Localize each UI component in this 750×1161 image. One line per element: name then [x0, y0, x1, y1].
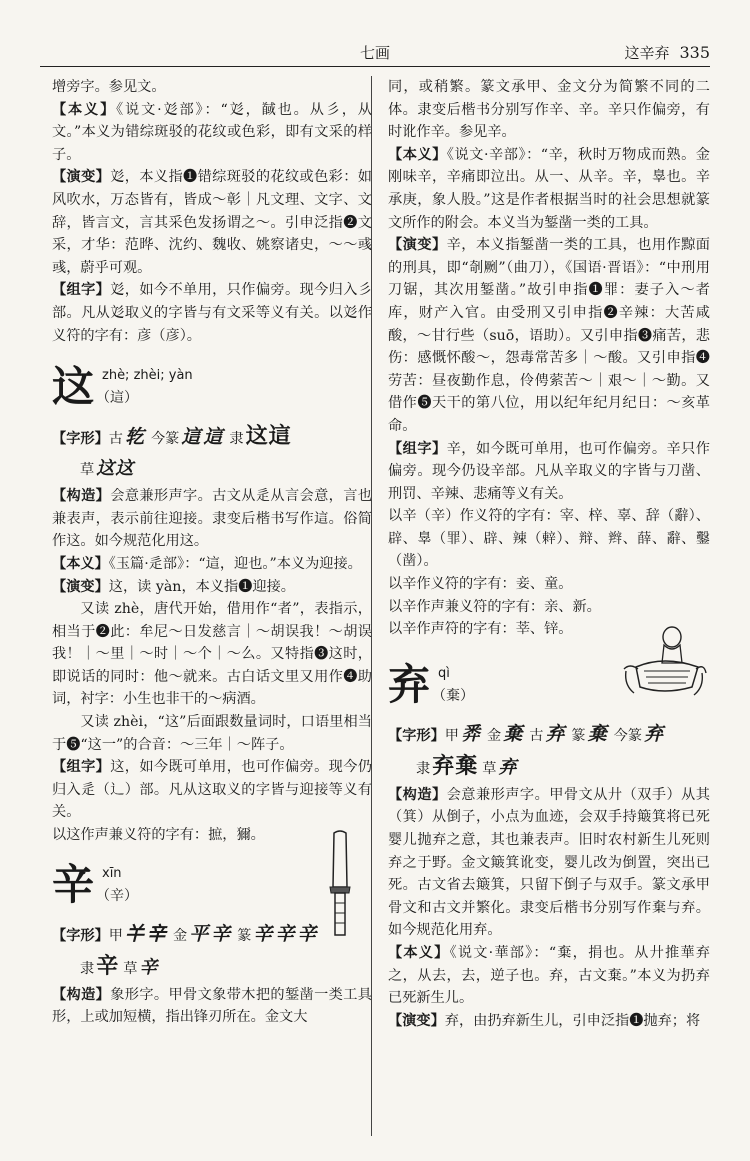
zhe-benyi	[52, 553, 372, 576]
section-text: 彣，如今不单用，只作偏旁。现今归入彡部。凡从彣取义的字皆与有文采等义有关。以彣作义符的字有：彦（彦）。	[52, 282, 372, 344]
section-tag: 【本义】	[388, 146, 447, 163]
glyph-oracle: 𢍏	[460, 722, 483, 745]
section-text: 辛，本义指錾凿一类的工具，也用作黥面的刑具，即“剞劂”（曲刀），《国语·晋语》：“中刑用刀锯，其次用錾凿。”故引申指❶罪：妻子入～者库，财产入官。由受刑又引申指❷辛辣：大苦咸酸，～甘行些（suō，语助）。又引申指❸痛苦，悲伤：感慨怀酸～，怨毒常苦多｜～酸。又引申指❹劳苦：昼夜勤作息，伶俜萦苦～｜艰～｜～勤。又借作❺天干的第八位，用以纪年纪月纪日：～亥革命。	[388, 237, 710, 434]
section-tag: 【演变】	[388, 237, 447, 254]
section-text: 会意兼形声字。古文从辵从言会意，言也兼表声，表示前往迎接。隶变后楷书写作這。俗简作这。如今规范化用这。	[52, 488, 372, 550]
headword-pinyin: qì	[438, 665, 450, 681]
xin-zuzi	[388, 438, 710, 506]
wen-benyi	[52, 99, 372, 167]
entry-head-xin	[52, 861, 372, 919]
xin-benyi	[388, 144, 710, 234]
section-tag: 【本义】	[52, 101, 117, 118]
glyph-cursive: 这这	[96, 458, 135, 480]
wen-tail: 增旁字。参见文。	[52, 79, 166, 95]
qi-benyi	[388, 942, 710, 1010]
script-label: 金	[486, 727, 502, 744]
script-label: 古	[529, 727, 544, 744]
glyph-cursive: 辛	[139, 956, 159, 978]
section-text: 《玉篇·辵部》：“這，迎也。”本义为迎接。	[108, 555, 362, 572]
script-label: 篆	[571, 727, 586, 744]
headword: 这	[52, 362, 95, 412]
page-header	[40, 36, 710, 67]
section-tag: 【本义】	[388, 945, 450, 961]
section-tag: 【字形】	[52, 431, 109, 448]
headword-pinyin: xīn	[102, 865, 122, 881]
glyph-clerical: 这這	[245, 423, 292, 450]
script-label: 甲	[108, 927, 123, 944]
qi-gouzao	[388, 784, 710, 942]
section-tag: 【构造】	[52, 488, 111, 505]
chisel-illustration	[320, 829, 360, 939]
section-tag: 【演变】	[388, 1012, 445, 1029]
headword: 弃	[388, 659, 431, 709]
section-tag: 【演变】	[52, 578, 109, 595]
glyph-ancient: 䢀	[124, 426, 147, 449]
section-tag: 【本义】	[52, 555, 109, 572]
section-text: 《说文·彣部》：“彣，馘也。从彡，从文。”本义为错综斑驳的花纹或色彩，即有文采的样子。	[52, 101, 372, 163]
glyph-seal: 棄	[587, 722, 610, 745]
wen-zuzi	[52, 279, 372, 347]
script-label: 古	[108, 431, 123, 448]
section-text: 彣，本义指❶错综斑驳的花纹或色彩：如风吹水，万态皆有，皆成～彰｜凡文理、文字、文辞，皆言文，言其采色发扬谓之～。引申泛指❷文采，才华：范晔、沈约、魏收、姚察诸史，～～彧彧，蔚乎可观。	[52, 169, 372, 276]
xin-yanbian	[388, 234, 710, 437]
script-label: 今篆	[613, 727, 643, 744]
glyph-bronze: 平辛	[189, 922, 234, 945]
script-label: 今篆	[150, 431, 180, 448]
script-label: 草	[123, 960, 138, 977]
glyph-cursive: 弃	[498, 756, 518, 778]
section-tag: 【演变】	[52, 169, 111, 186]
section-text: 弃，由扔弃新生儿，引申泛指❶抛弃；将	[444, 1012, 701, 1029]
zixing-row	[388, 719, 710, 751]
xin-gouzao	[52, 984, 372, 1029]
glyph-clerical: 辛	[96, 952, 120, 979]
glyph-seal: 這這	[181, 426, 226, 449]
section-tag: 【组字】	[52, 282, 111, 299]
xin-zuzi-2: 以辛（辛）作义符的字有：宰、梓、辜、辞（辭）、辟、辠（罪）、辟、辣（辢）、辩、辫、薛、辭、鑿（凿）。	[388, 508, 710, 570]
section-text: 辛，如今既可单用，也可作偏旁。辛只作偏旁。现今仍设辛部。凡从辛取义的字皆与刀凿、刑罚、辛辣、悲痛等义有关。	[388, 440, 710, 502]
glyph-seal: 辛辛辛	[253, 922, 320, 945]
wen-yanbian	[52, 166, 372, 279]
page-number: 335	[679, 43, 710, 62]
abandon-illustration	[616, 623, 708, 703]
xin-zuzi-3: 以辛作义符的字有：妾、童。	[388, 576, 573, 593]
section-tag: 【组字】	[52, 759, 111, 776]
section-text: 《说文·辛部》：“辛，秋时万物成而熟。金刚味辛，辛痛即泣出。从一、从辛。辛，辠也。辛承庚，象人股。”这是作者根据当时的社会思想就篆文所作的附会。本义当为錾凿一类的工具。	[388, 146, 710, 231]
script-label: 金	[172, 927, 188, 944]
zixing-row-2	[52, 454, 372, 485]
headword-traditional: （這）	[96, 390, 138, 407]
section-tag: 【字形】	[388, 727, 445, 744]
left-column	[52, 76, 372, 1029]
zixing-row-2	[52, 951, 372, 984]
glyph-bronze: 棄	[503, 722, 526, 745]
zhe-yanbian-3: 又读 zhèi，“这”后面跟数量词时，口语里相当于❺“这一”的合音：～三年｜～阵子。	[52, 714, 372, 753]
headword-traditional: （棄）	[432, 687, 474, 704]
headword-pinyin: zhè; zhèi; yàn	[102, 368, 193, 384]
script-label: 隶	[80, 960, 95, 977]
zixing-row-2	[388, 751, 710, 784]
glyph-modern-seal: 弃	[644, 722, 667, 745]
section-tag: 【字形】	[52, 927, 109, 944]
script-label: 隶	[416, 760, 431, 777]
glyph-clerical: 弃棄	[432, 752, 479, 779]
section-text: 这，读 yàn，本义指❶迎接。	[108, 578, 295, 595]
section-text: 《说文·華部》：“棄，捐也。从廾推華弃之，从去，去，逆子也。弃，古文棄。”本义为扔弃已死新生儿。	[388, 945, 710, 1007]
zhe-yanbian	[52, 576, 372, 599]
script-label: 篆	[237, 927, 252, 944]
zhe-gouzao	[52, 485, 372, 553]
headword-traditional: （辛）	[96, 887, 138, 904]
glyph-ancient: 弃	[545, 722, 568, 745]
section-tag: 【组字】	[388, 440, 447, 457]
script-label: 甲	[444, 727, 459, 744]
right-column	[388, 76, 710, 1032]
section-tag: 【构造】	[388, 786, 447, 803]
section-text: 象形字。甲骨文象带木把的錾凿一类工具形，上或加短横，指出锋刃所在。金文大	[52, 986, 372, 1026]
entry-head-zhe	[52, 363, 372, 421]
header-guide	[624, 42, 710, 63]
zhe-zuzi-2: 以这作声兼义符的字有：摭，獮。	[52, 827, 265, 844]
guide-words: 这辛弃	[624, 44, 670, 62]
xin-zuzi-4: 以辛作声兼义符的字有：亲、新。	[388, 598, 601, 615]
entry-head-qi	[388, 661, 710, 719]
xin-gouzao-cont: 同，或稍繁。篆文承甲、金文分为简繁不同的二体。隶变后楷书分别写作辛、辛。辛只作偏旁，有时讹作辛。参见辛。	[388, 79, 710, 141]
chapter-title: 七画	[359, 44, 390, 62]
headword: 辛	[52, 859, 95, 909]
section-text: 会意兼形声字。甲骨文从廾（双手）从其（箕）从倒子，小点为血迹，会双手持簸箕将已死婴儿抛弃之意，其也兼表声。旧时农村新生儿死则弃之于野。金文簸箕讹变，婴儿改为倒置，突出已死。古文省去簸箕，只留下倒子与双手。篆文承甲骨文和古文并繁化。隶变后楷书分别写作棄与弃。如今规范化用弃。	[388, 786, 710, 939]
script-label: 草	[482, 760, 497, 777]
zhe-zuzi	[52, 756, 372, 824]
section-text: 这，如今既可单用，也可作偏旁。现今仍归入辵（辶）部。凡从这取义的字皆与迎接等义有关。	[52, 759, 372, 821]
qi-yanbian	[388, 1010, 710, 1033]
script-label: 隶	[229, 431, 244, 448]
section-tag: 【构造】	[52, 986, 111, 1003]
script-label: 草	[80, 462, 95, 479]
xin-zuzi-5: 以辛作声符的字有：莘、锌。	[388, 621, 573, 638]
zhe-yanbian-2: 又读 zhè，唐代开始，借用作“者”，表指示，相当于❷此：牟尼～日发慈言｜～胡误我！～胡误我！｜～里｜～时｜～个｜～么。又特指❸这时，即说话的同时：他～就来。古白话文里又用作❹助词，衬字：小生也非干的～病酒。	[52, 601, 372, 708]
glyph-oracle: 𢆉辛	[124, 922, 169, 945]
zixing-row	[52, 421, 372, 454]
